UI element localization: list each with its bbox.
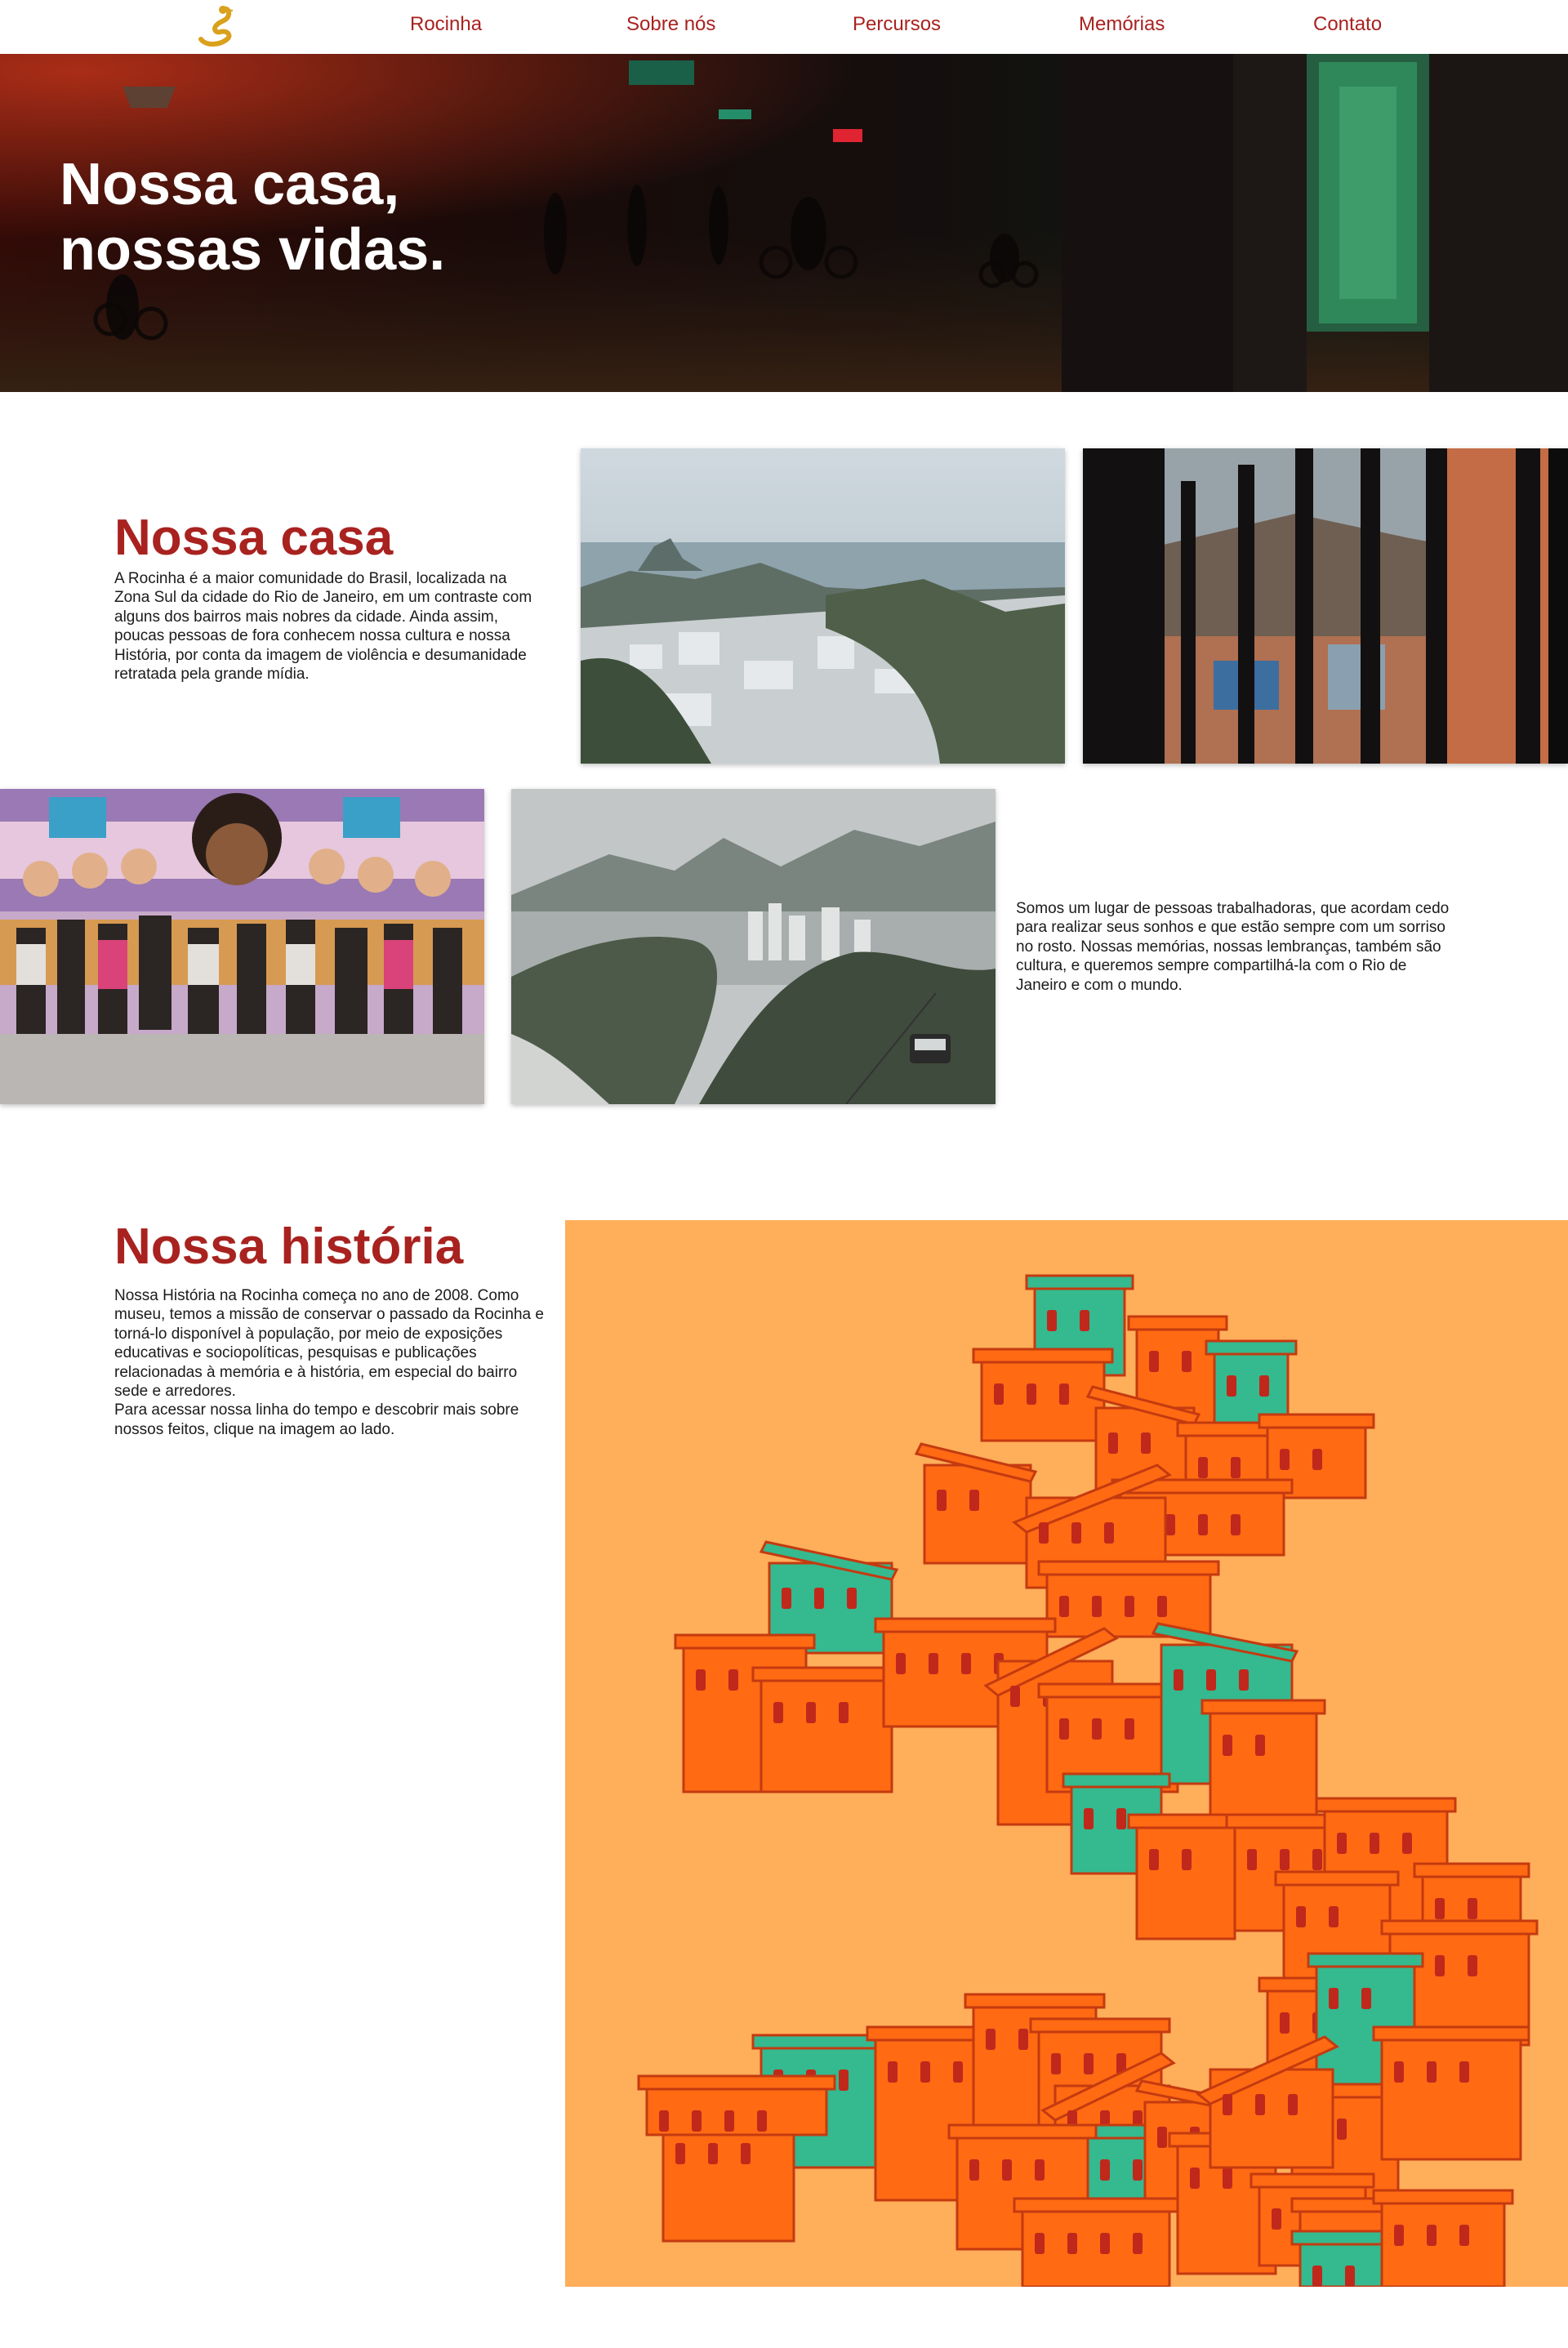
photo-mural-group	[0, 789, 484, 1104]
nossa-historia-heading: Nossa história	[114, 1219, 464, 1275]
photo-rio-panorama	[581, 448, 1065, 764]
hero-banner	[0, 54, 1568, 392]
photo-cable-car	[511, 789, 996, 1104]
nav-link-sobre-nos[interactable]: Sobre nós	[626, 13, 716, 35]
nossa-casa-paragraph: A Rocinha é a maior comunidade do Brasil, localizada na Zona Sul da cidade do Rio de Janeiro, em um contraste com alguns dos bairros mais nobres da cidade. Ainda assim, poucas pessoas de fora conhecem nossa cultura e nossa História, por conta da imagem de violência e desumanidade retratada pela grande mídia.	[114, 570, 532, 684]
nav-link-percursos[interactable]: Percursos	[853, 13, 942, 35]
nossa-casa-heading: Nossa casa	[114, 510, 394, 566]
nossa-historia-paragraph-part1: Nossa História na Rocinha começa no ano de 2008. Como museu, temos a missão de conservar o passado da Rocinha e torná-lo disponível à população, por meio de exposições educativas e sociopolíticas, pesquisas e publicações relacionadas à memória e à história, em especial do bairro sede e arredores.	[114, 1287, 544, 1401]
favela-houses-illustration	[565, 1220, 1568, 2287]
favela-illustration-timeline-link[interactable]	[565, 1220, 1568, 2287]
hero-title	[60, 152, 445, 283]
top-navigation	[0, 0, 1568, 54]
nossa-historia-paragraph	[114, 1286, 549, 1439]
nossa-historia-paragraph-part2: Para acessar nossa linha do tempo e descobrir mais sobre nossos feitos, clique na imagem ao lado.	[114, 1401, 519, 1438]
nav-link-memorias[interactable]: Memórias	[1079, 13, 1165, 35]
photo-window-bars	[1083, 448, 1568, 764]
nav-link-rocinha[interactable]: Rocinha	[410, 13, 483, 35]
snake-logo-icon[interactable]	[194, 3, 243, 51]
nossa-casa-paragraph-2: Somos um lugar de pessoas trabalhadoras, que acordam cedo para realizar seus sonhos e que estão sempre com um sorriso no rosto. Nossas memórias, nossas lembranças, também são cultura, e queremos sempre compartilhá-la com o Rio de Janeiro e com o mundo.	[1016, 900, 1450, 994]
nav-link-contato[interactable]: Contato	[1313, 13, 1383, 35]
hero-title-line2: nossas vidas.	[60, 217, 446, 283]
hero-title-line1: Nossa casa,	[60, 152, 400, 217]
